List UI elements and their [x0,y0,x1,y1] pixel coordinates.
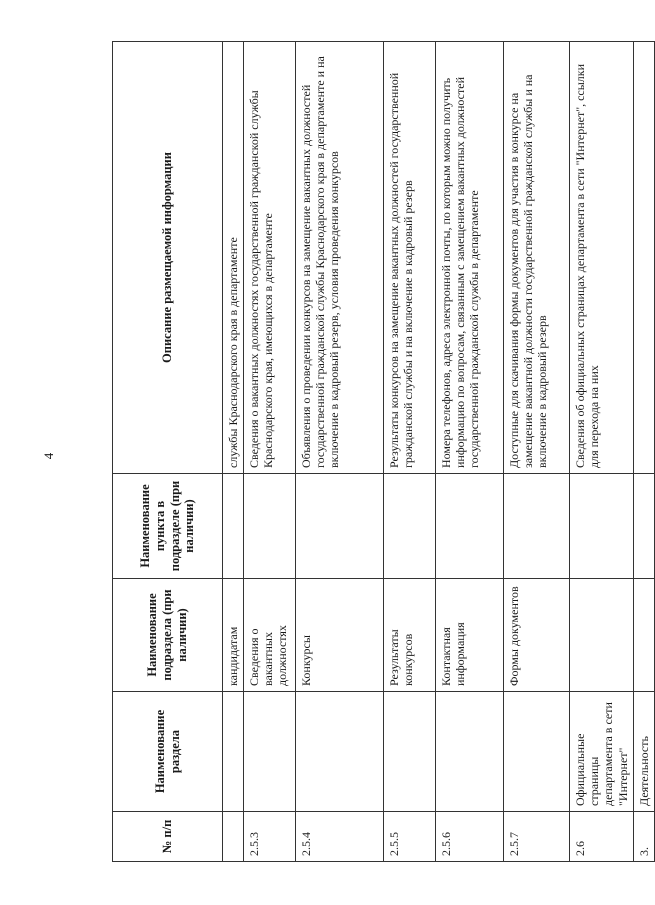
cell-subsection: Контактная информация [436,579,504,692]
cell-subsection: Конкурсы [296,579,384,692]
header-section: Наименование раздела [113,692,223,812]
cell-number: 2.5.3 [244,812,296,862]
cell-item [633,474,654,579]
cell-description: Сведения об официальных страницах департамента в сети "Интернет", ссылки для перехода на них [570,42,634,474]
cell-item [436,474,504,579]
cell-section [296,692,384,812]
header-subsection: Наименование подраздела (при наличии) [113,579,223,692]
site-structure-table [112,41,655,862]
page-number: 4 [41,452,56,460]
header-item: Наименование пункта в подразделе (при наличии) [113,474,223,579]
cell-description: службы Краснодарского края в департаменте [223,42,244,474]
cell-subsection: кандидатам [223,579,244,692]
cell-description: Сведения о вакантных должностях государственной гражданской службы Краснодарского края, имеющихся в департаменте [244,42,296,474]
cell-number: 2.6 [570,812,634,862]
cell-number: 2.5.4 [296,812,384,862]
table-row [633,42,654,862]
table-stage [112,42,651,862]
cell-subsection: Результаты конкурсов [384,579,436,692]
table-row [570,42,634,862]
cell-number: 3. [633,812,654,862]
table-row [504,42,570,862]
cell-section [223,692,244,812]
table-row [244,42,296,862]
table-row [384,42,436,862]
cell-section [384,692,436,812]
header-number: № п/п [113,812,223,862]
cell-number: 2.5.6 [436,812,504,862]
cell-subsection: Формы документов [504,579,570,692]
cell-section: Деятельность [633,692,654,812]
cell-item [384,474,436,579]
cell-description: Номера телефонов, адреса электронной почты, по которым можно получить информацию по вопросам, связанным с замещением вакантных должностей государственной гражданской службы в департаменте [436,42,504,474]
rotated-table-wrapper [112,42,651,862]
table-header-row [113,42,223,862]
cell-subsection: Сведения о вакантных должностях [244,579,296,692]
cell-item [223,474,244,579]
cell-item [244,474,296,579]
cell-section: Официальные страницы департамента в сети "Интернет" [570,692,634,812]
cell-description: Объявления о проведении конкурсов на замещение вакантных должностей государственной гражданской службы Краснодарского края в департаменте и на включение в кадровый резерв, условия проведения конкурсов [296,42,384,474]
cell-description [633,42,654,474]
cell-number: 2.5.7 [504,812,570,862]
cell-number: 2.5.5 [384,812,436,862]
cell-section [244,692,296,812]
table-row [436,42,504,862]
table-row [223,42,244,862]
cell-section [504,692,570,812]
cell-description: Результаты конкурсов на замещение вакантных должностей государственной гражданской службы и на включение в кадровый резерв [384,42,436,474]
cell-description: Доступные для скачивания формы документов для участия в конкурсе на замещение вакантной должности государственной гражданской службы и на включение в кадровый резерв [504,42,570,474]
header-description: Описание размещаемой информации [113,42,223,474]
cell-item [296,474,384,579]
cell-number [223,812,244,862]
table-row [296,42,384,862]
cell-item [570,474,634,579]
cell-subsection [633,579,654,692]
cell-item [504,474,570,579]
cell-section [436,692,504,812]
cell-subsection [570,579,634,692]
